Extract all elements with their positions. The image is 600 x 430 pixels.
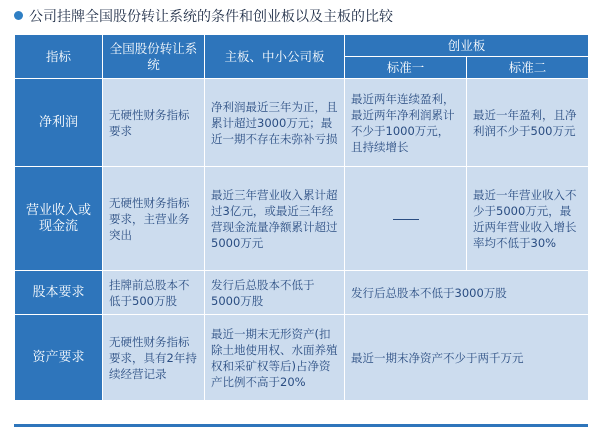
- page-title: [14, 6, 594, 28]
- table-row: [15, 271, 589, 315]
- table-row: [15, 167, 589, 271]
- header-indicator: 指标: [15, 35, 103, 79]
- bullet-dot-icon: [14, 11, 23, 20]
- cell-neeq: 无硬性财务指标要求，主营业务突出: [103, 167, 205, 271]
- cell-neeq: 挂牌前总股本不低于500万股: [103, 271, 205, 315]
- cell-neeq: 无硬性财务指标要求，具有2年持续经营记录: [103, 315, 205, 401]
- cell-gem-std1: 最近两年连续盈利，最近两年净利润累计不少于1000万元，且持续增长: [345, 79, 467, 167]
- comparison-table: [14, 34, 589, 401]
- header-gem-std2: 标准二: [467, 57, 589, 79]
- table-row: [15, 315, 589, 401]
- cell-neeq: 无硬性财务指标要求: [103, 79, 205, 167]
- row-label-share-capital: 股本要求: [15, 271, 103, 315]
- header-neeq: 全国股份转让系统: [103, 35, 205, 79]
- title-text: 公司挂牌全国股份转让系统的条件和创业板以及主板的比较: [29, 9, 393, 25]
- cell-gem-std2: 最近一年盈利，且净利润不少于500万元: [467, 79, 589, 167]
- table-row: [15, 79, 589, 167]
- header-gem-std1: 标准一: [345, 57, 467, 79]
- header-main-sme: 主板、中小公司板: [205, 35, 345, 79]
- header-row: [15, 35, 589, 57]
- row-label-net-profit: 净利润: [15, 79, 103, 167]
- dash-line: [393, 219, 419, 220]
- header-gem: 创业板: [345, 35, 589, 57]
- cell-main: 净利润最近三年为正，且累计超过3000万元；最近一期不存在未弥补亏损: [205, 79, 345, 167]
- row-label-assets: 资产要求: [15, 315, 103, 401]
- row-label-revenue-cashflow: 营业收入或现金流: [15, 167, 103, 271]
- cell-main: 发行后总股本不低于5000万股: [205, 271, 345, 315]
- cell-gem-std2: 最近一年营业收入不少于5000万元，最近两年营业收入增长率均不低于30%: [467, 167, 589, 271]
- cell-main: 最近一期末无形资产(扣除土地使用权、水面养殖权和采矿权等后)占净资产比例不高于20%: [205, 315, 345, 401]
- cell-gem: 发行后总股本不低于3000万股: [345, 271, 589, 315]
- cell-gem-std1: [345, 167, 467, 271]
- cell-main: 最近三年营业收入累计超过3亿元，或最近三年经营现金流量净额累计超过5000万元: [205, 167, 345, 271]
- bottom-rule: [14, 424, 588, 427]
- cell-gem: 最近一期末净资产不少于两千万元: [345, 315, 589, 401]
